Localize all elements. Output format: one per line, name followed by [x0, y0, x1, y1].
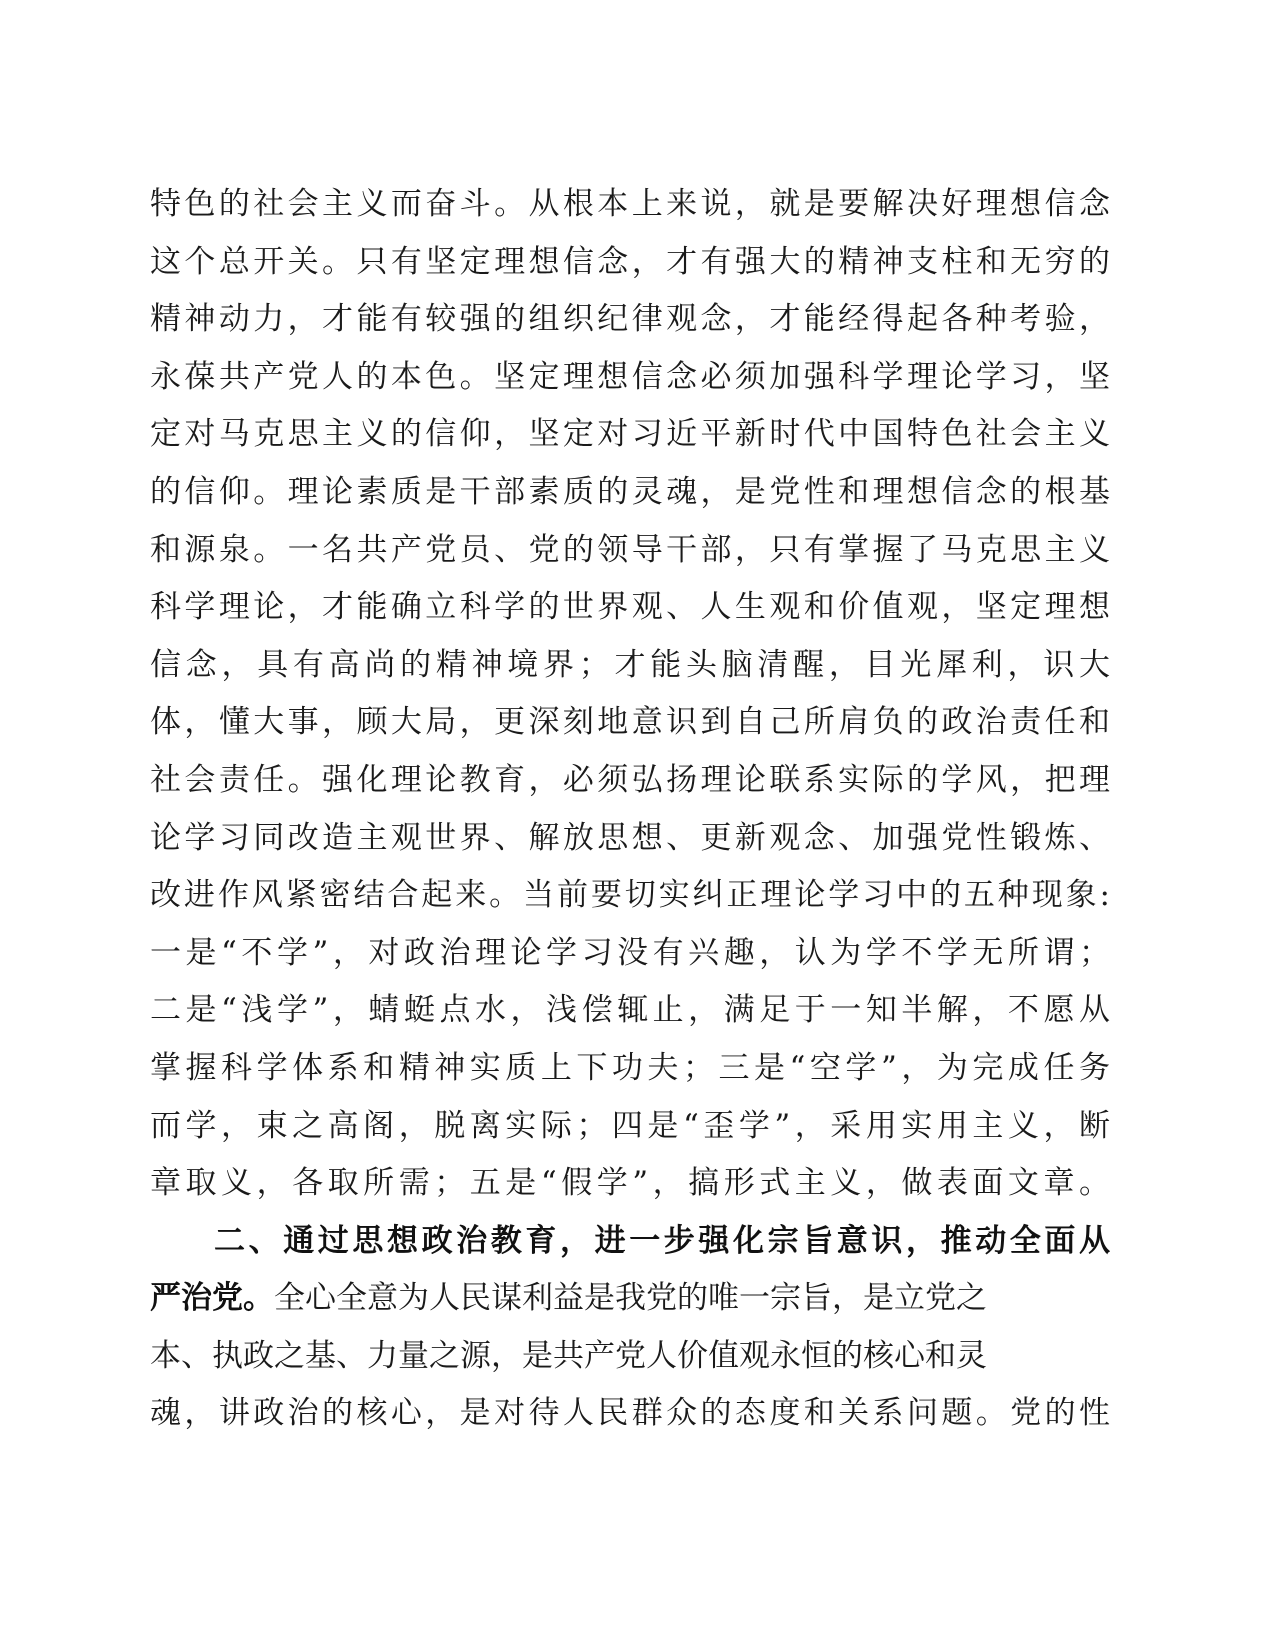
heading-continuation-line	[150, 1270, 1110, 1328]
text-line: 论学习同改造主观世界、解放思想、更新观念、加强党性锻炼、	[150, 819, 1110, 856]
text-line: 体，懂大事，顾大局，更深刻地意识到自己所肩负的政治责任和	[150, 704, 1110, 741]
text-line: 这个总开关。只有坚定理想信念，才有强大的精神支柱和无穷的	[150, 243, 1110, 280]
text-line: 改进作风紧密结合起来。当前要切实纠正理论学习中的五种现象:	[150, 877, 1110, 914]
text-line: 而学，束之高阁，脱离实际；四是“歪学”，采用实用主义，断	[150, 1107, 1110, 1144]
body-text	[150, 176, 1110, 1443]
text-line: 章取义，各取所需；五是“假学”，搞形式主义，做表面文章。	[150, 1165, 1110, 1202]
text-line: 魂，讲政治的核心，是对待人民群众的态度和关系问题。党的性	[150, 1395, 1110, 1432]
text-line: 二是“浅学”，蜻蜓点水，浅偿辄止，满足于一知半解，不愿从	[150, 992, 1110, 1029]
paragraph-text: 全心全意为人民谋利益是我党的唯一宗旨，是立党之	[274, 1280, 987, 1317]
section-heading: 二、通过思想政治教育，进一步强化宗旨意识，推动全面从	[214, 1222, 1110, 1259]
text-line: 社会责任。强化理论教育，必须弘扬理论联系实际的学风，把理	[150, 761, 1110, 798]
text-line: 和源泉。一名共产党员、党的领导干部，只有掌握了马克思主义	[150, 531, 1110, 568]
text-line: 定对马克思主义的信仰，坚定对习近平新时代中国特色社会主义	[150, 416, 1110, 453]
text-line: 精神动力，才能有较强的组织纪律观念，才能经得起各种考验，	[150, 301, 1110, 338]
section-heading-end: 严治党。	[150, 1280, 274, 1317]
text-line: 掌握科学体系和精神实质上下功夫；三是“空学”，为完成任务	[150, 1049, 1110, 1086]
text-line: 科学理论，才能确立科学的世界观、人生观和价值观，坚定理想	[150, 589, 1110, 626]
text-line: 永葆共产党人的本色。坚定理想信念必须加强科学理论学习，坚	[150, 358, 1110, 395]
text-line: 本、执政之基、力量之源，是共产党人价值观永恒的核心和灵	[150, 1337, 987, 1374]
text-line: 特色的社会主义而奋斗。从根本上来说，就是要解决好理想信念	[150, 186, 1110, 222]
text-line: 的信仰。理论素质是干部素质的灵魂，是党性和理想信念的根基	[150, 473, 1110, 510]
text-line: 一是“不学”，对政治理论学习没有兴趣，认为学不学无所谓；	[150, 934, 1110, 971]
text-line: 信念，具有高尚的精神境界；才能头脑清醒，目光犀利，识大	[150, 646, 1110, 683]
